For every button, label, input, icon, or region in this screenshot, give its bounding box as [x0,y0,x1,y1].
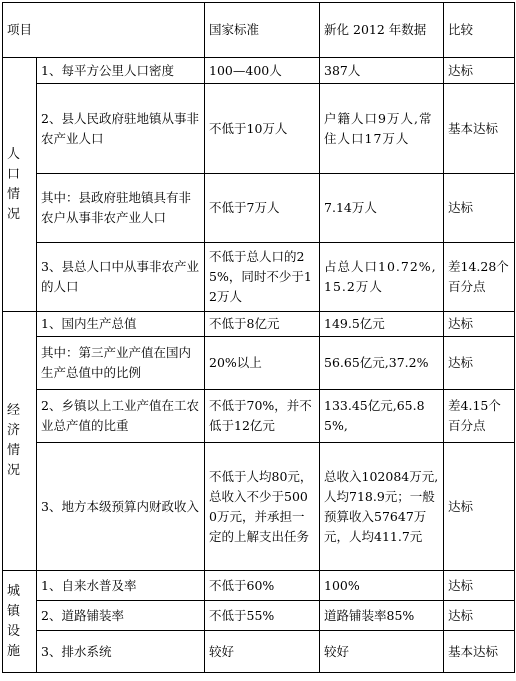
compare-cell: 达标 [444,601,515,631]
xinhua-cell: 总收入102084万元,人均718.9元；一般预算收入57647万元，人均411.7元 [320,443,444,571]
xinhua-cell: 户籍人口9万人,常住人口17万人 [320,84,444,174]
standard-cell: 100—400人 [205,58,320,84]
xinhua-cell: 道路铺装率85% [320,601,444,631]
compare-cell: 达标 [444,58,515,84]
header-standard: 国家标准 [205,3,320,58]
item-cell: 其中：县政府驻地镇具有非农户从事非农产业人口 [37,174,205,243]
xinhua-cell: 149.5亿元 [320,312,444,337]
table-row [3,312,515,337]
table-row [3,84,515,174]
header-compare: 比较 [444,3,515,58]
compare-cell: 基本达标 [444,84,515,174]
xinhua-cell: 较好 [320,631,444,673]
item-cell: 3、县总人口中从事非农产业的人口 [37,243,205,312]
item-cell: 1、自来水普及率 [37,571,205,601]
group-label-population [3,58,37,312]
table-row [3,390,515,443]
table-row [3,571,515,601]
table-row [3,174,515,243]
item-cell: 2、县人民政府驻地镇从事非农产业人口 [37,84,205,174]
compare-cell: 达标 [444,337,515,390]
standard-cell: 不低于8亿元 [205,312,320,337]
group-label-economy [3,312,37,571]
xinhua-cell: 387人 [320,58,444,84]
group-label-text: 城 镇 设 施 [7,583,21,659]
comparison-table [2,2,515,673]
standard-cell: 不低于10万人 [205,84,320,174]
table-row [3,337,515,390]
xinhua-cell: 7.14万人 [320,174,444,243]
standard-cell: 20%以上 [205,337,320,390]
standard-cell: 不低于70%，并不低于12亿元 [205,390,320,443]
standard-cell: 较好 [205,631,320,673]
item-cell: 其中：第三产业产值在国内生产总值中的比例 [37,337,205,390]
group-label-text: 人 口 情 况 [7,146,21,222]
item-cell: 3、排水系统 [37,631,205,673]
compare-cell: 差14.28个百分点 [444,243,515,312]
compare-cell: 达标 [444,571,515,601]
xinhua-cell: 占总人口10.72%,15.2万人 [320,243,444,312]
xinhua-cell: 56.65亿元,37.2% [320,337,444,390]
standard-cell: 不低于总人口的25%，同时不少于12万人 [205,243,320,312]
item-cell: 2、道路铺装率 [37,601,205,631]
header-xinhua-2012: 新化 2012 年数据 [320,3,444,58]
table-row [3,243,515,312]
item-cell: 2、乡镇以上工业产值在工农业总产值的比重 [37,390,205,443]
header-item: 项目 [3,3,205,58]
xinhua-cell: 100% [320,571,444,601]
header-row [3,3,515,58]
table-row [3,443,515,571]
item-cell: 1、每平方公里人口密度 [37,58,205,84]
item-cell: 1、国内生产总值 [37,312,205,337]
group-label-facilities [3,571,37,673]
compare-cell: 差4.15个百分点 [444,390,515,443]
compare-cell: 达标 [444,312,515,337]
xinhua-cell: 133.45亿元,65.85%, [320,390,444,443]
standard-cell: 不低于55% [205,601,320,631]
standard-cell: 不低于60% [205,571,320,601]
item-cell: 3、地方本级预算内财政收入 [37,443,205,571]
compare-cell: 达标 [444,443,515,571]
table-row [3,631,515,673]
table-row [3,601,515,631]
standard-cell: 不低于7万人 [205,174,320,243]
group-label-text: 经 济 情 况 [7,403,21,478]
compare-cell: 基本达标 [444,631,515,673]
compare-cell: 达标 [444,174,515,243]
table-row [3,58,515,84]
standard-cell: 不低于人均80元，总收入不少于5000万元，并承担一定的上解支出任务 [205,443,320,571]
